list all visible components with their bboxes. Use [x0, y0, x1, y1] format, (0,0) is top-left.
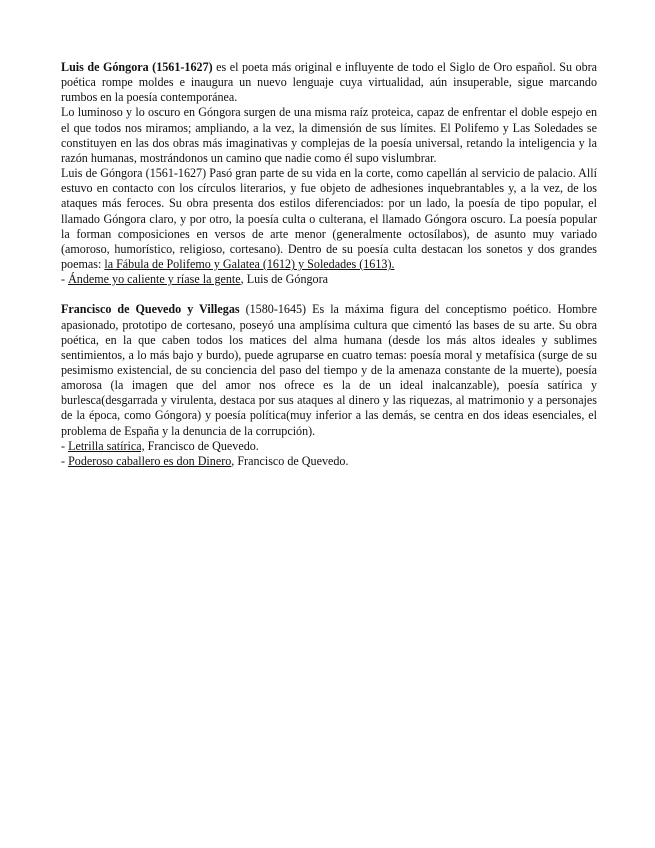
gongora-biography-paragraph: [61, 166, 597, 272]
quevedo-poem-author: , Francisco de Quevedo.: [231, 453, 349, 468]
quevedo-paragraph: [61, 302, 597, 438]
quevedo-poem-item: [61, 454, 597, 469]
paragraph-spacer: [61, 287, 597, 302]
gongora-poem-author: , Luis de Góngora: [240, 272, 328, 287]
gongora-poem-link[interactable]: Ándeme yo caliente y ríase la gente: [68, 272, 241, 287]
quevedo-intro-text: (1580-1645) Es la máxima figura del conceptismo poético. Hombre apasionado, prototipo de cortesano, poseyó una amplísima cultura que cimentó las bases de su arte. Su obra poética, en la que caben todos los matices del alma humana (desde los más altos ideales y sublimes sentimientos, a lo más bajo y burdo), puede agruparse en cuatro temas: poesía moral y metafísica (surge de su pesimismo existencial, de su conciencia del paso del tiempo y de la amenaza constante de la muerte), poesía amorosa (la imagen que del amor nos ofrece es la de un ideal inalcanzable), poesía satírica y burlesca(desgarrada y virulenta, destaca por sus ataques al dinero y las riquezas, al matrimonio y a personajes de la época, como Góngora) y poesía política(muy inferior a las demás, se centra en dos ideas esenciales, el problema de España y la denuncia de la corrupción).: [61, 302, 597, 438]
gongora-works-link[interactable]: la Fábula de Polifemo y Galatea (1612) y Soledades (1613).: [104, 257, 395, 272]
quevedo-poderoso-link[interactable]: Poderoso caballero es don Dinero: [68, 453, 232, 468]
quevedo-poem-item: [61, 439, 597, 454]
list-dash: -: [61, 272, 69, 287]
gongora-biography-text: Luis de Góngora (1561-1627) Pasó gran parte de su vida en la corte, como capellán al servicio de palacio. Allí estuvo en contacto con los círculos literarios, y fue objeto de adhesiones inquebrantables y, a la vez, de los ataques más feroces. Su obra presenta dos estilos diferenciados: por un lado, la poesía de tipo popular, el llamado Góngora claro, y por otro, la poesía culta o culterana, el llamado Góngora oscuro. La poesía popular la forman composiciones en versos de arte menor (generalmente octosílabos), de asunto muy variado (amoroso, humorístico, religioso, cortesano). Dentro de su poesía culta destacan los sonetos y dos grandes poemas:: [61, 166, 597, 272]
quevedo-poem-author: Francisco de Quevedo.: [144, 438, 259, 453]
list-dash: -: [61, 453, 69, 468]
list-dash: -: [61, 438, 69, 453]
gongora-name: Luis de Góngora (1561-1627): [61, 60, 213, 74]
document-page: [61, 60, 597, 469]
quevedo-letrilla-link[interactable]: Letrilla satírica,: [68, 438, 145, 453]
gongora-intro-text: es el poeta más original e influyente de todo el Siglo de Oro español. Su obra poética rompe moldes e inaugura un nuevo lenguaje cuya virtualidad, aún insuperable, sigue marcando rumbos en la poesía contemporánea.: [61, 60, 598, 105]
gongora-poem-item: [61, 272, 597, 287]
quevedo-name: Francisco de Quevedo y Villegas: [61, 302, 240, 317]
gongora-intro-paragraph: [61, 60, 597, 105]
gongora-style-paragraph: Lo luminoso y lo oscuro en Góngora surgen de una misma raíz proteica, capaz de enfrentar el doble espejo en el que todos nos miramos; ampliando, a la vez, la dimensión de sus límites. El Polifemo y Las Soledades se constituyen en las dos obras más imaginativas y complejas de la poesía universal, retando la inteligencia y la razón humanas, mostrándonos un camino que nadie como él supo vislumbrar.: [61, 105, 597, 165]
